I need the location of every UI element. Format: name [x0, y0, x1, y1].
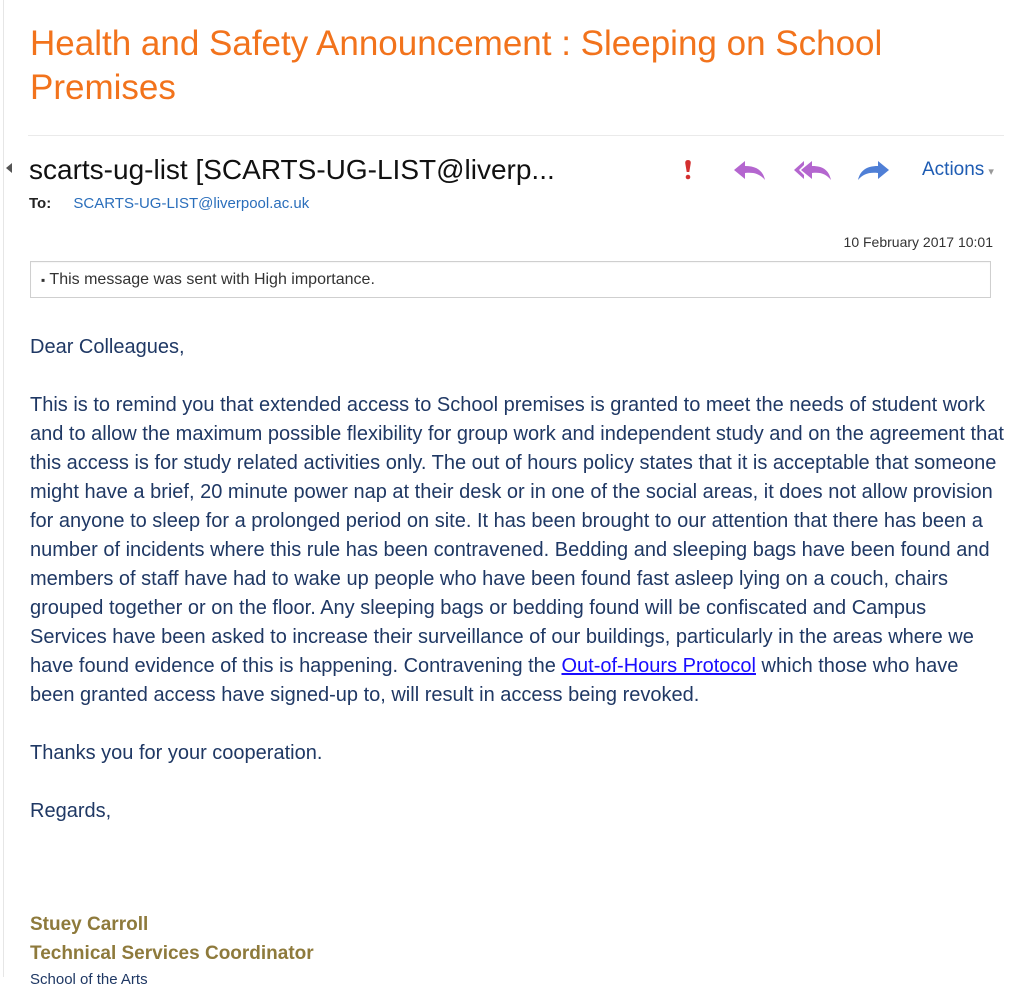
left-pane-divider — [3, 0, 4, 977]
bullet-icon: ▪ — [41, 273, 46, 287]
out-of-hours-protocol-link[interactable]: Out-of-Hours Protocol — [561, 655, 756, 677]
thanks-line: Thanks you for your cooperation. — [30, 742, 323, 764]
header-divider — [28, 135, 1004, 136]
signature-title: Technical Services Coordinator — [30, 943, 314, 964]
signature-department: School of the Arts — [30, 971, 148, 988]
email-subject: Health and Safety Announcement : Sleeping on School Premises — [30, 24, 883, 107]
recipient-row — [29, 195, 309, 212]
forward-icon[interactable] — [857, 158, 891, 187]
main-text-after-link: which those who have been granted access have signed-up to, will result in access being revoked. — [30, 655, 959, 706]
importance-banner — [30, 261, 991, 298]
sender-row — [0, 150, 1024, 190]
main-paragraph — [30, 391, 1005, 710]
actions-menu-button[interactable] — [922, 159, 994, 181]
reply-icon[interactable] — [732, 158, 768, 187]
high-importance-icon — [682, 158, 694, 187]
greeting: Dear Colleagues, — [30, 336, 185, 358]
sender-name[interactable]: scarts-ug-list [SCARTS-UG-LIST@liverp... — [29, 154, 555, 185]
collapse-triangle-icon[interactable] — [6, 163, 12, 173]
actions-label: Actions — [922, 159, 985, 180]
chevron-down-icon: ▾ — [988, 166, 994, 178]
email-date: 10 February 2017 10:01 — [843, 234, 993, 250]
importance-notice — [41, 271, 375, 289]
signature-name: Stuey Carroll — [30, 914, 149, 935]
reply-all-icon[interactable] — [793, 158, 833, 187]
importance-notice-text: This message was sent with High importance. — [49, 271, 375, 288]
recipient-address[interactable]: SCARTS-UG-LIST@liverpool.ac.uk — [73, 195, 310, 212]
regards-line: Regards, — [30, 800, 112, 822]
main-text-before-link: This is to remind you that extended access to School premises is granted to meet the needs of student work and to allow the maximum possible flexibility for group work and independent study and on the agreement that this access is for study related activities only. The out of hours policy states that it is acceptable that someone might have a brief, 20 minute power nap at their desk or in one of the social areas, it does not allow provision for anyone to sleep for a prolonged period on site. It has been brought to our attention that there has been a number of incidents where this rule has been contravened. Bedding and sleeping bags have been found and members of staff have had to wake up people who have been found fast asleep lying on a couch, chairs grouped together or on the floor. Any sleeping bags or bedding found will be confiscated and Campus Services have been asked to increase their surveillance of our buildings, particularly in the areas where we have found evidence of this is happening. Contravening the — [30, 394, 1004, 677]
to-label: To: — [29, 195, 52, 212]
email-body — [30, 333, 1005, 826]
